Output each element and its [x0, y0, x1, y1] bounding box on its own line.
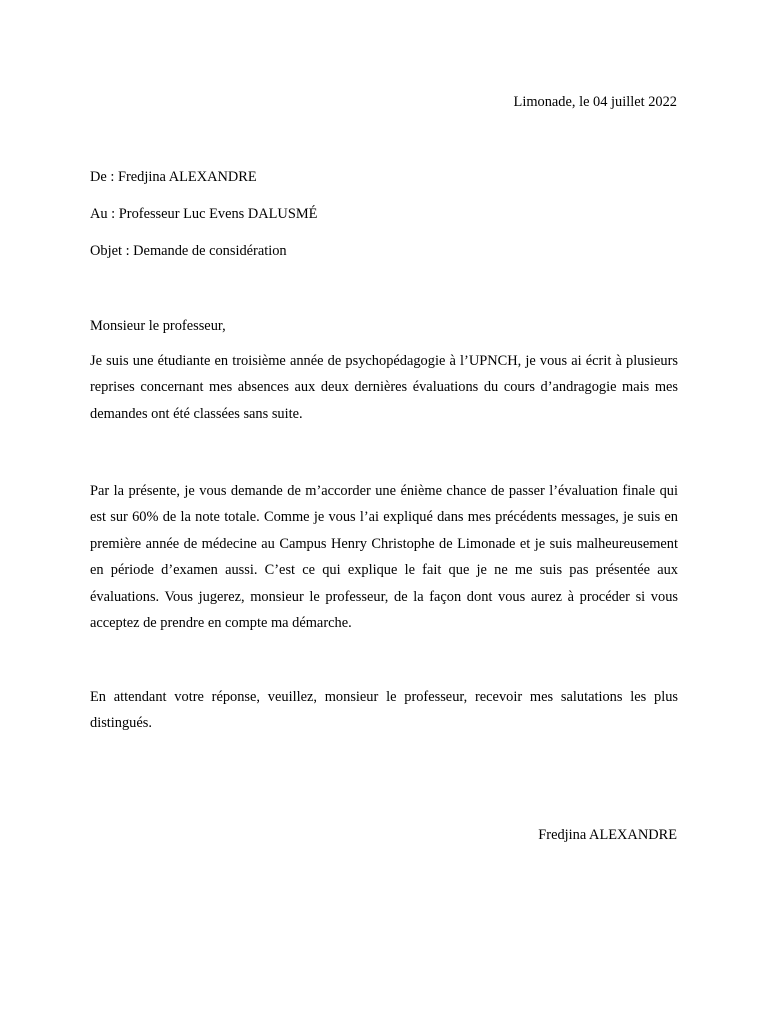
closing-paragraph: En attendant votre réponse, veuillez, monsieur le professeur, recevoir mes salutations les plus distingués.: [90, 689, 678, 732]
subject-line: Objet : Demande de considération: [90, 243, 287, 259]
sender-line: De : Fredjina ALEXANDRE: [90, 169, 257, 185]
salutation: Monsieur le professeur,: [90, 318, 226, 334]
recipient-line: Au : Professeur Luc Evens DALUSMÉ: [90, 206, 318, 222]
body-paragraph-1: Je suis une étudiante en troisième année de psychopédagogie à l’UPNCH, je vous ai écrit à plusieurs reprises concernant mes absences aux deux dernières évaluations du cours d’andragogie mais mes demandes ont été classées sans suite.: [90, 353, 678, 422]
signature: Fredjina ALEXANDRE: [538, 827, 677, 843]
letter-date: Limonade, le 04 juillet 2022: [513, 94, 677, 110]
body-paragraph-2: Par la présente, je vous demande de m’accorder une énième chance de passer l’évaluation finale qui est sur 60% de la note totale. Comme je vous l’ai expliqué dans mes précédents messages, je suis en première année de médecine au Campus Henry Christophe de Limonade et je suis malheureusement en période d’examen aussi. C’est ce qui explique le fait que je ne me suis pas présentée aux évaluations. Vous jugerez, monsieur le professeur, de la façon dont vous aurez à procéder si vous acceptez de prendre en compte ma démarche.: [90, 483, 678, 632]
